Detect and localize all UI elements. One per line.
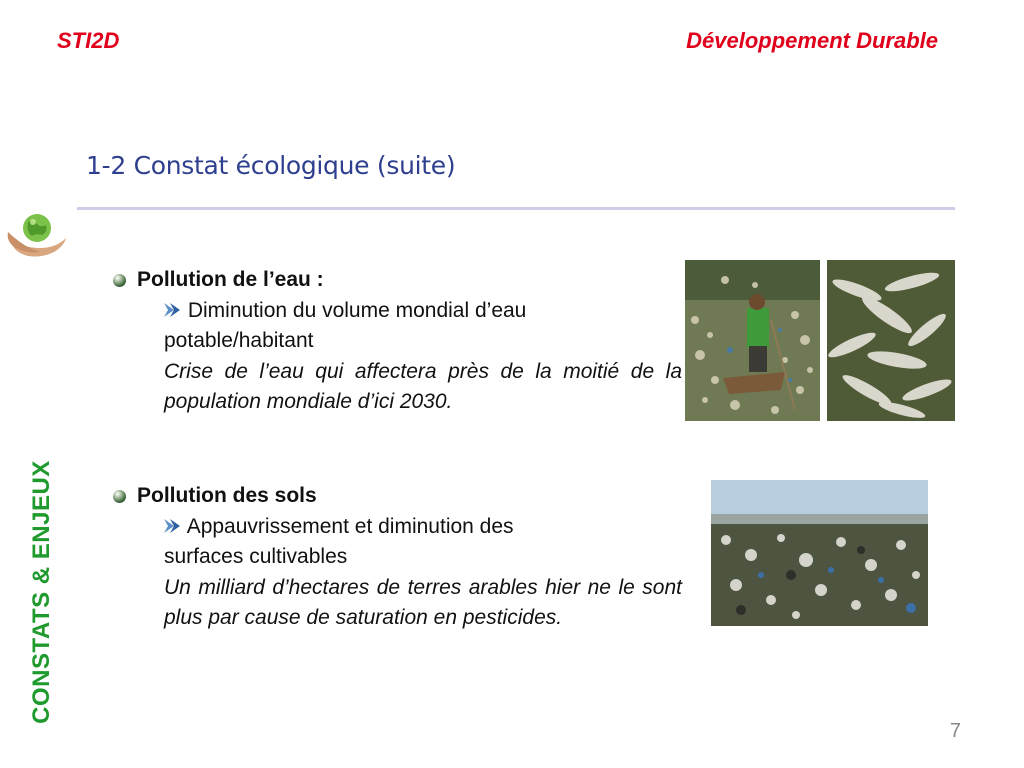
side-label-text: CONSTATS & ENJEUX: [28, 460, 55, 724]
section-water-pollution: [110, 265, 682, 418]
side-label: [24, 441, 60, 743]
section-heading-row: [110, 481, 682, 512]
page-number: 7: [949, 720, 961, 742]
sub-point-cont: potable/habitant: [164, 329, 314, 352]
section-note: Un milliard d’hectares de terres arables hier ne le sont plus par cause de saturation en pesticides.: [164, 575, 682, 629]
sub-point: [164, 512, 682, 543]
sub-point-cont: surfaces cultivables: [164, 545, 348, 568]
title-divider: [77, 207, 955, 210]
sub-point-text: Appauvrissement et diminution des: [186, 514, 514, 538]
dead-fish-photo: [827, 260, 955, 421]
sub-point: [164, 296, 682, 327]
polluted-river-photo: [685, 260, 820, 421]
hands-globe-icon: [6, 208, 68, 262]
section-heading: Pollution de l’eau :: [137, 268, 324, 291]
section-soil-pollution: [110, 481, 682, 634]
section-heading: Pollution des sols: [137, 484, 317, 507]
arrow-bullet-icon: [162, 298, 182, 316]
arrow-bullet-icon: [162, 514, 182, 532]
header-left-label: STI2D: [57, 28, 120, 53]
section-heading-row: [110, 265, 682, 296]
header-right-label: Développement Durable: [686, 28, 938, 53]
sphere-bullet-icon: [113, 274, 126, 287]
section-note: Crise de l’eau qui affectera près de la moitié de la population mondiale d’ici 2030.: [164, 359, 682, 413]
sphere-bullet-icon: [113, 490, 126, 503]
slide-title: 1-2 Constat écologique (suite): [86, 151, 456, 180]
sub-point-text: Diminution du volume mondial d’eau: [187, 298, 527, 322]
landfill-photo: [711, 480, 928, 626]
